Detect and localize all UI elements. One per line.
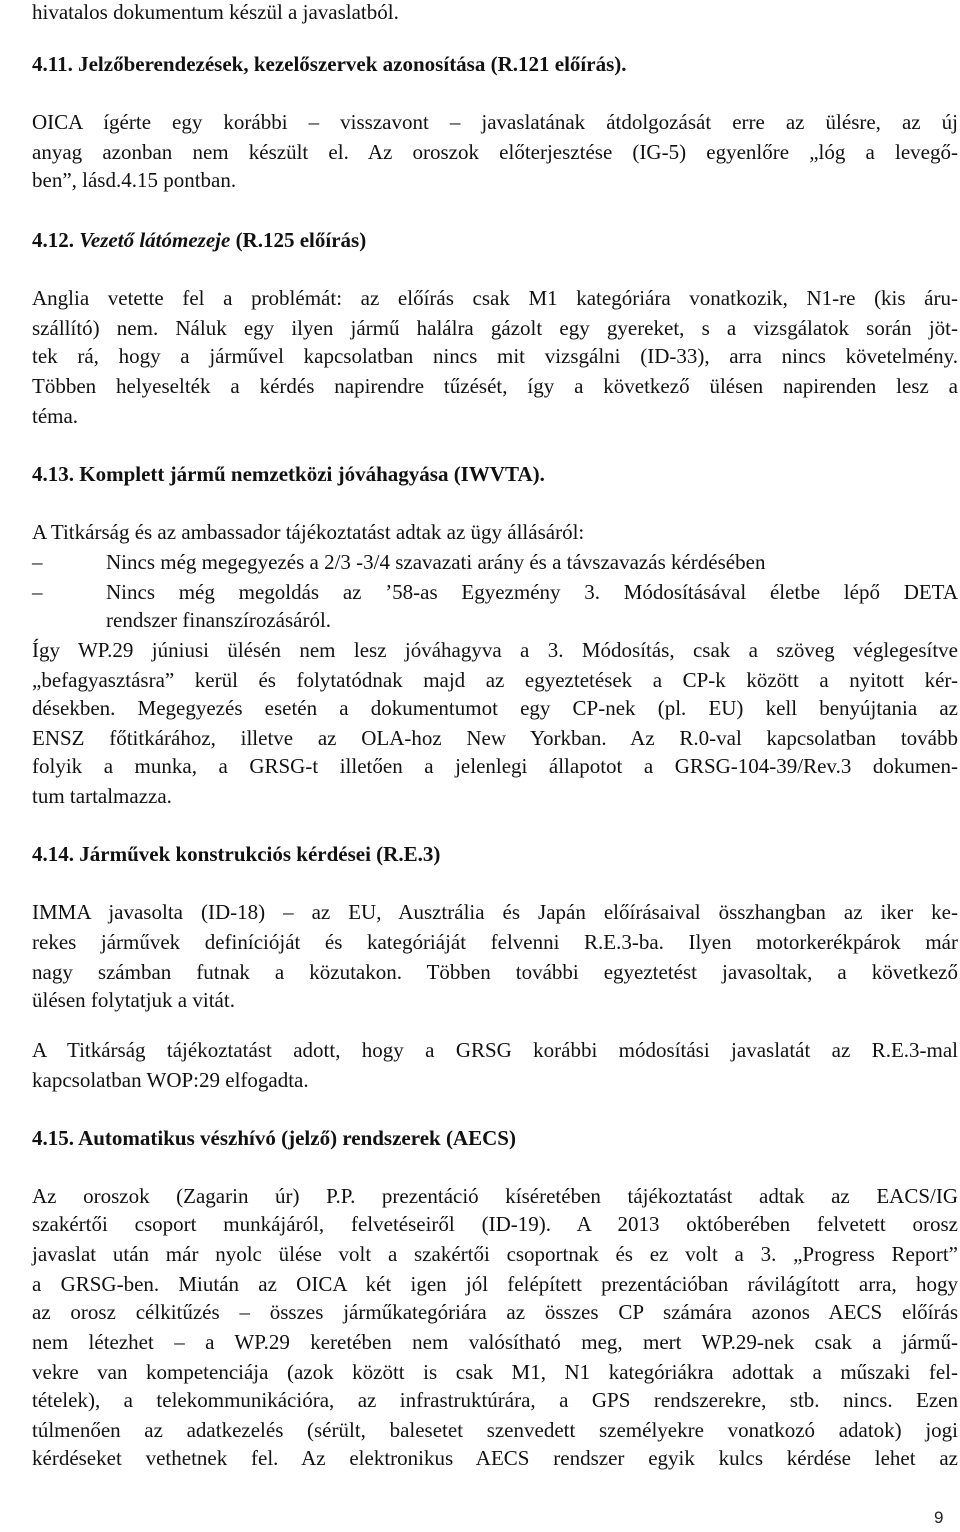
paragraph-line: A Titkárság és az ambassador tájékoztatást adtak az ügy állásáról: bbox=[32, 520, 585, 544]
paragraph-line: szállító) nem. Náluk egy ilyen jármű halálra gázolt egy gyereket, s a vizsgálatok során jöt- bbox=[32, 316, 958, 340]
section-title: Vezető látómezeje bbox=[79, 228, 231, 252]
section-reference: (R.125 előírás) bbox=[235, 228, 367, 252]
paragraph-line: túlmenően az adatkezelés (sérült, balesetet szenvedett személyekre vonatkozó adatok) jogi bbox=[32, 1418, 958, 1442]
section-number: 4.12. bbox=[32, 228, 74, 252]
paragraph-line: kapcsolatban WOP:29 elfogadta. bbox=[32, 1068, 309, 1092]
paragraph-line: az orosz célkitűzés – összes járműkategóriára az összes CP számára azonos AECS előírás bbox=[32, 1300, 958, 1324]
paragraph-line: Anglia vetette fel a problémát: az előírás csak M1 kategóriára vonatkozik, N1-re (kis áru- bbox=[32, 286, 958, 310]
paragraph-line: nagy számban futnak a közutakon. Többen további egyeztetést javasoltak, a következő bbox=[32, 960, 958, 984]
paragraph-line: Így WP.29 júniusi ülésén nem lesz jóváhagyva a 3. Módosítás, csak a szöveg véglegesítve bbox=[32, 638, 958, 662]
paragraph-line: ENSZ főtitkárához, illetve az OLA-hoz New Yorkban. Az R.0-val kapcsolatban tovább bbox=[32, 726, 958, 750]
paragraph-line: anyag azonban nem készült el. Az oroszok előterjesztése (IG-5) egyenlőre „lóg a levegő- bbox=[32, 140, 958, 164]
page-number: 9 bbox=[934, 1508, 944, 1527]
list-item-text: Nincs még megegyezés a 2/3 -3/4 szavazati arány és a távszavazás kérdésében bbox=[106, 550, 766, 574]
paragraph-line: a GRSG-ben. Miután az OICA két igen jól felépített prezentációban rávilágított arra, hogy bbox=[32, 1272, 958, 1296]
paragraph-line: tum tartalmazza. bbox=[32, 784, 172, 808]
list-item-text: rendszer finanszírozásáról. bbox=[106, 608, 332, 632]
paragraph-line: téma. bbox=[32, 404, 79, 428]
section-heading-4-14: 4.14. Járművek konstrukciós kérdései (R.E.3) bbox=[32, 842, 441, 866]
paragraph-line: IMMA javasolta (ID-18) – az EU, Ausztrália és Japán előírásaival összhangban az iker ke- bbox=[32, 900, 958, 924]
paragraph-line: A Titkárság tájékoztatást adott, hogy a GRSG korábbi módosítási javaslatát az R.E.3-mal bbox=[32, 1038, 958, 1062]
paragraph-line: Többen helyeselték a kérdés napirendre tűzését, így a következő ülésen napirenden lesz a bbox=[32, 374, 958, 398]
paragraph-line: OICA ígérte egy korábbi – visszavont – javaslatának átdolgozását erre az ülésre, az új bbox=[32, 110, 958, 134]
paragraph-line: javaslat után már nyolc ülése volt a szakértői csoportnak és ez volt a 3. „Progress Report” bbox=[32, 1242, 958, 1266]
paragraph-line: rekes járművek definícióját és kategóriáját felvenni R.E.3-ba. Ilyen motorkerékpárok már bbox=[32, 930, 958, 954]
paragraph-line: ben”, lásd.4.15 pontban. bbox=[32, 168, 237, 192]
section-heading-4-15: 4.15. Automatikus vészhívó (jelző) rendszerek (AECS) bbox=[32, 1126, 516, 1150]
list-item-text: Nincs még megoldás az ’58-as Egyezmény 3. Módosításával életbe lépő DETA bbox=[106, 580, 958, 604]
list-bullet: – bbox=[32, 580, 43, 604]
paragraph-line: „befagyasztásra” kerül és folytatódnak majd az egyeztetések a CP-k között a nyitott kér- bbox=[32, 668, 958, 692]
paragraph-line: folyik a munka, a GRSG-t illetően a jelenlegi állapotot a GRSG-104-39/Rev.3 dokumen- bbox=[32, 754, 958, 778]
paragraph-line: vekre van kompetenciája (azok között is csak M1, N1 kategóriákra adottak a műszaki fel- bbox=[32, 1360, 958, 1384]
paragraph-line: désekben. Megegyezés esetén a dokumentumot egy CP-nek (pl. EU) kell benyújtania az bbox=[32, 696, 958, 720]
paragraph-line: szakértői csoport munkájáról, felvetéseiről (ID-19). A 2013 októberében felvetett orosz bbox=[32, 1212, 958, 1236]
paragraph-line: kérdéseket vethetnek fel. Az elektronikus AECS rendszer egyik kulcs kérdése lehet az bbox=[32, 1446, 958, 1470]
paragraph-line: tek rá, hogy a járművel kapcsolatban nincs mit vizsgálni (ID-33), arra nincs követelmény. bbox=[32, 344, 958, 368]
paragraph-line: nem létezhet – a WP.29 keretében nem valósítható meg, mert WP.29-nek csak a jármű- bbox=[32, 1330, 958, 1354]
paragraph-line: ülésen folytatjuk a vitát. bbox=[32, 988, 235, 1012]
section-heading-4-12 bbox=[32, 226, 958, 254]
text-line: hivatalos dokumentum készül a javaslatból. bbox=[32, 0, 399, 24]
section-heading-4-13: 4.13. Komplett jármű nemzetközi jóváhagyása (IWVTA). bbox=[32, 462, 545, 486]
paragraph-line: Az oroszok (Zagarin úr) P.P. prezentáció kíséretében tájékoztatást adtak az EACS/IG bbox=[32, 1184, 958, 1208]
paragraph-line: tételek), a telekommunikációra, az infrastruktúrára, a GPS rendszerekre, stb. nincs. Ezen bbox=[32, 1388, 958, 1412]
list-bullet: – bbox=[32, 550, 43, 574]
section-heading-4-11: 4.11. Jelzőberendezések, kezelőszervek azonosítása (R.121 előírás). bbox=[32, 52, 627, 76]
